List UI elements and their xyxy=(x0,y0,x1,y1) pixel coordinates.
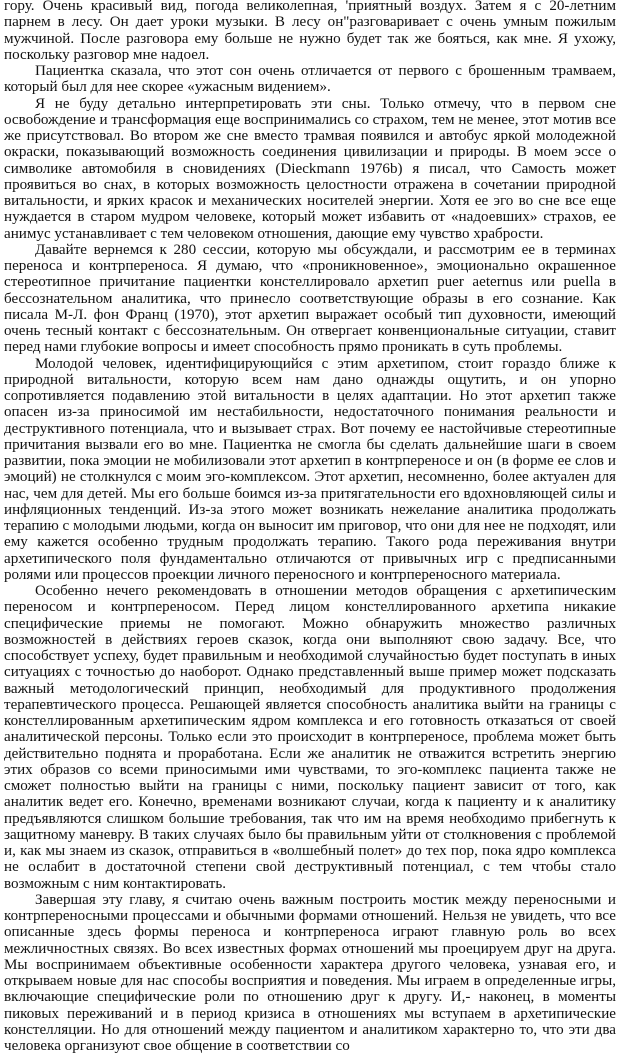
paragraph: Особенно нечего рекомендовать в отношении методов обращения с архетипическим переносом и контрпереносом. Перед лицом констеллированного архетипа никакие специфические приемы не помогают. Можно обнаружить множество различных возможностей в действиях героев сказок, когда они выполняют свою задачу. Все, что способствует успеху, будет правильным и необходимой случайностью будет поступать в иных ситуациях с точностью до наоборот. Однако представленный выше пример может подсказать важный методологический принцип, необходимый для продуктивного продолжения терапевтического процесса. Решающей является способность аналитика выйти на границы с констеллированным архетипическим ядром комплекса и его готовность отказаться от своей аналитической персоны. Только если это происходит в контрпереносе, проблема может быть действительно поднята и проработана. Если же аналитик не отважится встретить энергию этих образов со всеми приносимыми ими чувствами, то эго-комплекс пациента также не сможет полностью выйти на границы с ними, поскольку пациент зависит от того, как аналитик ведет его. Конечно, временами возникают случаи, когда к пациенту и к аналитику предъявляются слишком большие требования, так что им на время необходимо прибегнуть к защитному маневру. В таких случаях было бы правильным уйти от столкновения с проблемой и, как мы знаем из сказок, отправиться в «волшебный полет» до тех пор, пока ядро комплекса не ослабит в достаточной степени свой деструктивный потенциал, с тем чтобы стало возможным с ним контактировать. xyxy=(4,583,616,892)
paragraph: Молодой человек, идентифицирующийся с этим архетипом, стоит гораздо ближе к природной витальности, которую всем нам дано однажды ощутить, и он упорно сопротивляется подавлению этой витальности в целях адаптации. Но этот архетип также опасен из-за приносимой им нестабильности, недостаточного понимания реальности и деструктивного потенциала, что и вызывает страх. Вот почему ее настойчивые стереотипные причитания вызвали его во мне. Пациентка не смогла бы сделать дальнейшие шаги в своем развитии, пока эмоции не мобилизовали этот архетип в контрпереносе и он (в форме ее слов и эмоций) не столкнулся с моим эго-комплексом. Этот архетип, несомненно, более актуален для нас, чем для детей. Мы его больше боимся из-за притягательности его вдохновляющей силы и инфляционных тенденций. Из-за этого может возникать нежелание аналитика продолжать терапию с молодыми людьми, когда он выносит им приговор, что они для нее не подходят, или ему кажется особенно трудным продолжать терапию. Такого рода переживания внутри архетипического поля фундаментально отличаются от привычных игр с предписанными ролями или процессов проекции личного переносного и контрпереносного материала. xyxy=(4,355,616,583)
paragraph-continued: гору. Очень красивый вид, погода великолепная, 'приятный воздух. Затем я с 20-летним парнем в лесу. Он дает уроки музыки. В лесу он"разговаривает с очень умным пожилым мужчиной. После разговора ему больше не нужно будет так же бояться, как мне. Я ухожу, поскольку разговор мне надоел. xyxy=(4,0,616,63)
paragraph: Пациентка сказала, что этот сон очень отличается от первого с брошенным трамваем, который был для нее скорее «ужасным видением». xyxy=(4,63,616,96)
paragraph: Завершая эту главу, я считаю очень важным построить мостик между переносными и контрпереносными процессами и обычными формами отношений. Нельзя не увидеть, что все описанные здесь формы переноса и контрпереноса играют главную роль во всех межличностных связях. Во всех известных формах отношений мы проецируем друг на друга. Мы воспринимаем объективные особенности характера другого человека, узнавая его, и открываем новые для нас способы восприятия и поведения. Мы играем в определенные игры, включающие специфические роли по отношению друг к другу. И,- наконец, в моменты пиковых переживаний и в период кризиса в отношениях мы вступаем в архетипические констелляции. Но для отношений между пациентом и аналитиком характерно то, что эти два человека организуют свое общение в соответствии со xyxy=(4,891,616,1054)
paragraph: Давайте вернемся к 280 сессии, которую мы обсуждали, и рассмотрим ее в терминах переноса и контрпереноса. Я думаю, что «проникновенное», эмоционально окрашенное стереотипное причитание пациентки констеллировало архетип puer aeternus или puella в бессознательном аналитика, что принесло соответствующие образы в его сознание. Как писала М-Л. фон Франц (1970), этот архетип выражает особый тип духовности, имеющий очень тесный контакт с бессознательным. Он отвергает конвенциональные ситуации, ставит перед нами глубокие вопросы и имеет способность прямо проникать в суть проблемы. xyxy=(4,241,616,356)
body-text xyxy=(4,0,616,1054)
paragraph: Я не буду детально интерпретировать эти сны. Только отмечу, что в первом сне освобождение и трансформация еще воспринимались со страхом, тем не менее, этот мотив все же присутствовал. Во втором же сне вместо трамвая появился и автобус яркой молодежной окраски, показывающий возможность соединения цивилизации и природы. В моем эссе о символике автомобиля в сновидениях (Dieckmann 1976b) я писал, что Самость может проявиться во снах, в которых возможность целостности отражена в сочетании природной витальности, и ярких красок и механических носителей энергии. Хотя ее эго во сне все еще нуждается в старом мудром человеке, который может избавить от «надоевших» страхов, ее анимус устанавливает с тем человеком отношения, дающие ему чувство храбрости. xyxy=(4,95,616,242)
